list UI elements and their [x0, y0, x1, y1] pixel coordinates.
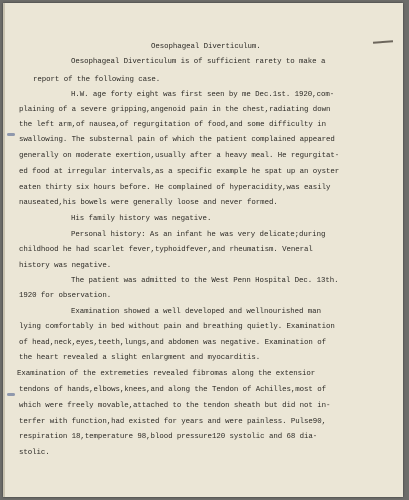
text-line: 1920 for observation. [19, 292, 112, 300]
text-line: stolic. [19, 449, 50, 457]
text-line: of head,neck,eyes,teeth,lungs,and abdomen was negative. Examination of [19, 339, 326, 347]
text-line: lying comfortably in bed without pain and breathing quietly. Examination [19, 323, 335, 331]
text-line: childhood he had scarlet fever,typhoidfever,and rheumatism. Veneral [19, 246, 313, 254]
text-line: ed food at irregular intervals,as a specific example he spat up an oyster [19, 168, 340, 176]
text-line: tendons of hands,elbows,knees,and along the Tendon of Achilles,most of [19, 386, 326, 394]
text-line: Personal history: As an infant he was very delicate;during [71, 231, 326, 239]
text-line: Examination showed a well developed and wellnourished man [71, 308, 321, 316]
text-line: The patient was admitted to the West Penn Hospital Dec. 13th. [71, 277, 339, 285]
typewritten-text [3, 3, 403, 497]
text-line: His family history was negative. [71, 215, 212, 223]
text-line: eaten thirty six hours before. He complained of hyperacidity,was easily [19, 184, 331, 192]
text-line: terfer with function,had existed for years and were painless. Pulse90, [19, 418, 326, 426]
document-page [3, 3, 403, 497]
text-line: which were freely movable,attached to the tendon sheath but did not in- [19, 402, 331, 410]
text-line: Examination of the extremeties revealed fibromas along the extensior [17, 370, 316, 378]
text-line: the left arm,of nausea,of regurgitation of food,and some difficulty in [19, 121, 326, 129]
text-line: history was negative. [19, 262, 112, 270]
text-line: nauseated,his bowels were generally loose and never formed. [19, 199, 278, 207]
text-line: swallowing. The substernal pain of which the patient complained appeared [19, 136, 335, 144]
document-title: Oesophageal Diverticulum. [151, 43, 261, 51]
text-line: the heart revealed a slight enlargment and myocarditis. [19, 354, 261, 362]
text-line: Oesophageal Diverticulum is of sufficient rarety to make a [71, 58, 326, 66]
text-line: report of the following case. [33, 76, 161, 84]
text-line: plaining of a severe gripping,angenoid pain in the chest,radiating down [19, 106, 331, 114]
text-line: respiration 18,temperature 98,blood pressure120 systolic and 68 dia- [19, 433, 318, 441]
text-line: H.W. age forty eight was first seen by me Dec.1st. 1920,com- [71, 91, 335, 99]
text-line: generally on moderate exertion,usually after a heavy meal. He regurgitat- [19, 152, 340, 160]
